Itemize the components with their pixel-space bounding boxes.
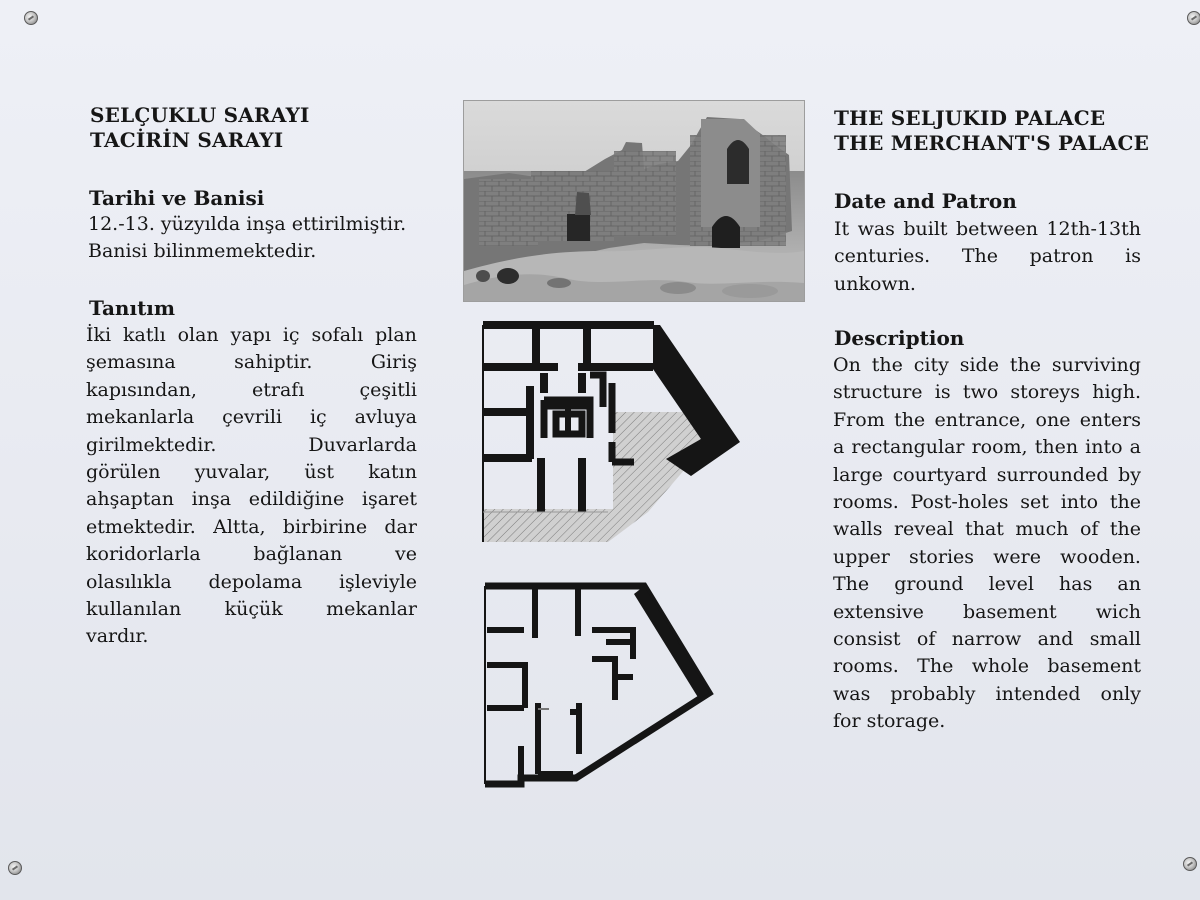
english-description-heading: Description xyxy=(834,326,965,350)
english-description-line: consist of narrow and small xyxy=(833,628,1141,651)
english-description-line: From the entrance, one enters xyxy=(833,408,1141,431)
turkish-description-line: koridorlarla bağlanan ve xyxy=(86,543,417,566)
english-title xyxy=(834,106,1149,156)
turkish-date-heading: Tarihi ve Banisi xyxy=(89,186,265,210)
turkish-description-heading: Tanıtım xyxy=(89,296,176,320)
turkish-description-line: İki katlı olan yapı iç sofalı plan xyxy=(86,324,417,346)
turkish-description-line: girilmektedir. Duvarlarda xyxy=(86,433,417,456)
turkish-title-line: SELÇUKLU SARAYI xyxy=(90,103,310,127)
screw-icon xyxy=(8,861,22,875)
english-description-line: structure is two storeys high. xyxy=(833,381,1141,404)
turkish-description-line: kapısından, etrafı çeşitli xyxy=(86,378,417,401)
english-description-text xyxy=(833,352,1141,736)
turkish-description-line: etmektedir. Altta, birbirine dar xyxy=(86,515,417,538)
english-date-line: It was built between 12th-13th xyxy=(834,218,1141,240)
screw-icon xyxy=(1183,857,1197,871)
turkish-date-line: 12.-13. yüzyılda inşa ettirilmiştir. xyxy=(88,213,407,235)
turkish-description-line: mekanlarla çevrili iç avluya xyxy=(86,406,417,429)
palace-ruins-photo xyxy=(464,101,804,301)
english-description-line: large courtyard surrounded by xyxy=(833,463,1141,486)
english-description-line: extensive basement wich xyxy=(833,600,1141,623)
turkish-description-line: şemasına sahiptir. Giriş xyxy=(86,351,417,374)
turkish-description-line: vardır. xyxy=(86,625,149,648)
turkish-date-text xyxy=(88,211,420,266)
english-date-text xyxy=(834,216,1141,298)
english-title-line: THE SELJUKID PALACE xyxy=(834,106,1106,130)
english-date-line: unkown. xyxy=(834,272,916,295)
turkish-description-line: kullanılan küçük mekanlar xyxy=(86,598,417,621)
english-description-line: upper stories were wooden. xyxy=(833,545,1141,568)
screw-icon xyxy=(24,11,38,25)
turkish-description-line: ahşaptan inşa edildiğine işaret xyxy=(86,488,417,511)
english-description-line: walls reveal that much of the xyxy=(833,518,1141,541)
turkish-description-line: olasılıkla depolama işleviyle xyxy=(86,570,417,593)
english-description-line: On the city side the surviving xyxy=(833,354,1141,376)
english-description-line: rooms. The whole basement xyxy=(833,655,1141,678)
turkish-title-line: TACİRİN SARAYI xyxy=(90,128,284,152)
turkish-date-line: Banisi bilinmemektedir. xyxy=(88,240,317,263)
english-description-line: was probably intended only xyxy=(833,682,1141,705)
english-date-line: centuries. The patron is xyxy=(834,245,1141,268)
upper-floor-plan xyxy=(478,322,748,547)
turkish-description-line: görülen yuvalar, üst katın xyxy=(86,461,417,484)
english-description-line: The ground level has an xyxy=(833,573,1141,596)
turkish-title xyxy=(90,103,310,153)
english-title-line: THE MERCHANT'S PALACE xyxy=(834,131,1150,155)
palace-ruins-image xyxy=(464,101,804,301)
turkish-description-text xyxy=(86,322,417,651)
english-description-line: a rectangular room, then into a xyxy=(833,436,1141,459)
ground-floor-plan xyxy=(482,582,717,787)
screw-icon xyxy=(1187,11,1200,25)
english-description-line: for storage. xyxy=(833,710,946,733)
english-date-heading: Date and Patron xyxy=(834,189,1017,213)
english-description-line: rooms. Post-holes set into the xyxy=(833,491,1141,514)
